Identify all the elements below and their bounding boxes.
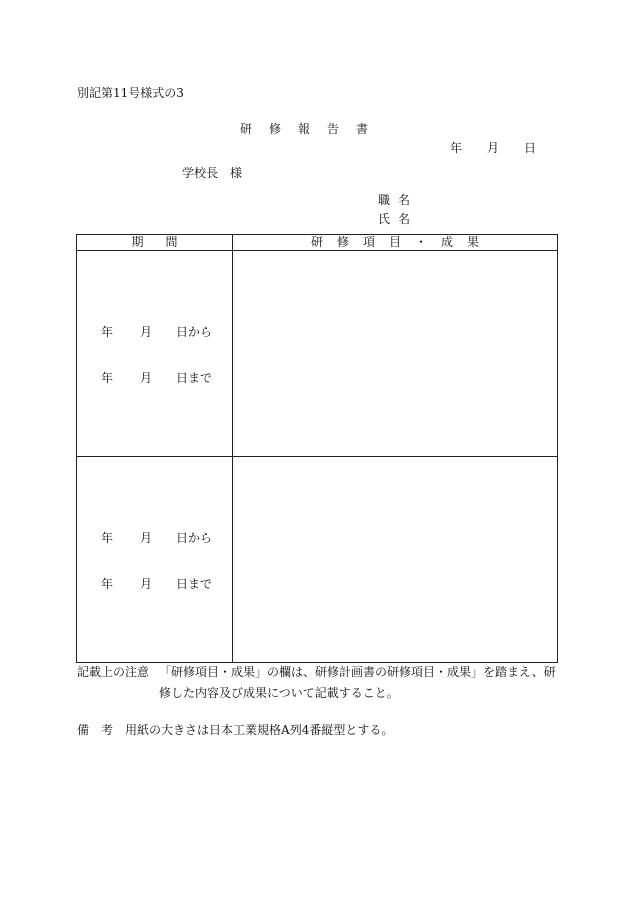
day-from-label: 日から [176, 325, 213, 339]
form-number-label: 別記第11号様式の3 [77, 86, 184, 100]
header-char: 間 [165, 235, 178, 249]
year-label: 年 [101, 577, 114, 591]
training-report-table [76, 234, 558, 663]
addressee: 学校長 様 [182, 166, 243, 180]
title-char: 書 [356, 122, 369, 136]
date-day-label: 日 [524, 141, 537, 155]
table-row [77, 251, 558, 457]
notes-heading: 記載上の注意 [77, 665, 150, 679]
date-month-label: 月 [487, 141, 500, 155]
remark-text: 用紙の大きさは日本工業規格A列4番縦型とする。 [125, 723, 394, 737]
notes-text: 「研修項目・成果」の欄は、研修計画書の研修項目・成果」を踏まえ、研 [159, 665, 556, 679]
header-char: 研 [310, 235, 323, 249]
remark-heading: 備 考 [77, 723, 114, 737]
period-from [101, 529, 212, 546]
title-char: 修 [269, 122, 282, 136]
job-title-char: 職 [378, 193, 391, 207]
table-row [77, 457, 558, 663]
notes-line-1 [77, 665, 556, 679]
year-label: 年 [101, 531, 114, 545]
period-to [101, 575, 212, 592]
day-to-label: 日まで [176, 371, 213, 385]
report-date [450, 141, 561, 155]
job-title-char: 名 [398, 193, 411, 207]
items-results-cell[interactable] [233, 457, 558, 663]
month-label: 月 [140, 371, 153, 385]
year-label: 年 [101, 325, 114, 339]
month-label: 月 [140, 325, 153, 339]
period-cell[interactable] [77, 457, 233, 663]
header-char: ・ [415, 235, 428, 249]
month-label: 月 [140, 577, 153, 591]
year-label: 年 [101, 371, 114, 385]
period-cell[interactable] [77, 251, 233, 457]
name-char: 氏 [378, 212, 391, 226]
period-to [101, 369, 212, 386]
period-column-header [77, 235, 233, 251]
document-title [240, 122, 385, 136]
header-char: 成 [441, 235, 454, 249]
items-results-cell[interactable] [233, 251, 558, 457]
notes-line-2: 修した内容及び成果について記載すること。 [159, 686, 399, 700]
name-char: 名 [398, 212, 411, 226]
month-label: 月 [140, 531, 153, 545]
job-title-field [378, 193, 418, 207]
date-year-label: 年 [450, 141, 463, 155]
header-char: 果 [467, 235, 480, 249]
table-header-row [77, 235, 558, 251]
remark-line [77, 723, 393, 737]
period-from [101, 323, 212, 340]
title-char: 告 [327, 122, 340, 136]
header-char: 修 [336, 235, 349, 249]
title-char: 研 [240, 122, 253, 136]
items-results-column-header [233, 235, 558, 251]
name-field [378, 212, 418, 226]
title-char: 報 [298, 122, 311, 136]
header-char: 項 [362, 235, 375, 249]
header-char: 目 [388, 235, 401, 249]
day-to-label: 日まで [176, 577, 213, 591]
header-char: 期 [131, 235, 144, 249]
day-from-label: 日から [176, 531, 213, 545]
